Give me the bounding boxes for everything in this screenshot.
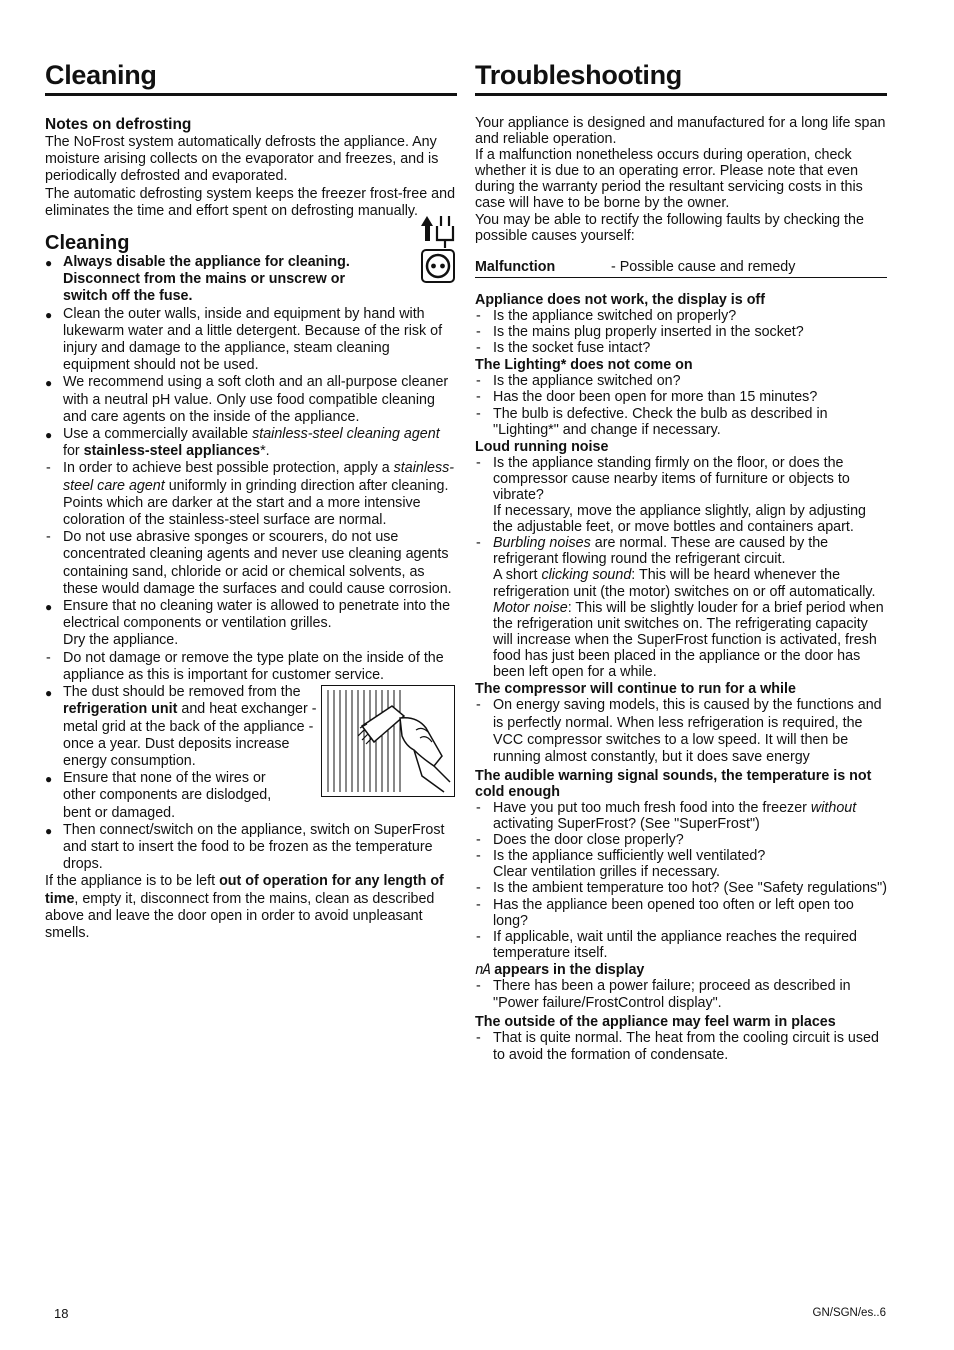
troubleshooting-title: Troubleshooting (475, 60, 887, 96)
defrost-heading: Notes on defrosting (45, 116, 192, 133)
out-of-operation-text: If the appliance is to be left out of operation for any length of time, empty it, disconnect from the mains, clean as described above and leave the door open in order to avoid unpleasant smells. (45, 873, 444, 941)
left-column (45, 60, 457, 942)
bullet-steel-agent: ● Use a commercially available stainless-steel cleaning agent for stainless-steel appliances*. (45, 426, 457, 460)
section-warning-signal: The audible warning signal sounds, the temperature is not cold enough - Have you put too much fresh food into the freezer without activating SuperFrost? (See "SuperFrost") - Does the door close properly? - Is the appliance sufficiently well ventilated? Clear ventilation grilles if necessary. - Is the ambient temperature too hot? (See "Safety regulations") - Has the appliance been opened too often or left open too long? - If applicable, wait until the appliance reaches the required temperature itself. (475, 768, 887, 961)
page-number: 18 (54, 1306, 69, 1321)
defrost-p1: The NoFrost system automatically defrosts the appliance. Any moisture arising collects on the evaporator and freezes, and is periodically defrosted and evaporated. (45, 134, 439, 185)
intro-3: You may be able to rectify the following faults by checking the possible causes yourself: (475, 211, 864, 244)
brush-illustration-icon (321, 685, 455, 797)
defrost-p2: The automatic defrosting system keeps the freezer frost-free and eliminates the time and effort spent on defrosting manually. (45, 185, 456, 219)
cleaning-title: Cleaning (45, 60, 457, 96)
right-column (475, 60, 887, 1065)
section-no-work: Appliance does not work, the display is off - Is the appliance switched on properly? - Is the mains plug properly inserted in the socket? - Is the socket fuse intact? (475, 292, 887, 356)
socket-icon (421, 249, 455, 283)
dash-abrasive: - Do not use abrasive sponges or scourers, do not use concentrated cleaning agents and never use cleaning agents containing sand, chloride or acid or chemical solvents, as these would damage the surfaces and could cause corrosion. (45, 529, 457, 598)
malfunction-label: Malfunction (475, 258, 556, 275)
section-na-display: nA appears in the display - There has been a power failure; proceed as described in "Power failure/FrostControl display". (475, 962, 887, 1013)
section-warm-outside: The outside of the appliance may feel warm in places - That is quite normal. The heat from the cooling circuit is used to avoid the formation of condensate. (475, 1014, 887, 1065)
bullet-connect: ● Then connect/switch on the appliance, switch on SuperFrost and start to insert the food to be frozen as the temperature drops. (45, 822, 457, 874)
intro-2: If a malfunction nonetheless occurs during operation, check whether it is due to an operating error. Please note that even during the warranty period the resultant servicing costs in this case will have to be borne by the owner. (475, 147, 863, 212)
doc-code: GN/SGN/es..6 (812, 1307, 886, 1319)
malfunction-header-row (475, 257, 887, 278)
intro-1: Your appliance is designed and manufactured for a long life span and reliable operation. (475, 115, 886, 148)
dust-block (45, 684, 457, 822)
cleaning-subheading: Cleaning (45, 232, 130, 255)
dash-type-plate: - Do not damage or remove the type plate on the inside of the appliance as this is important for customer service. (45, 650, 457, 684)
bullet-cleaning-water: ● Ensure that no cleaning water is allowed to penetrate into the electrical components or ventilation grilles. Dry the appliance. (45, 598, 457, 650)
bullet-clean-walls: ● Clean the outer walls, inside and equipment by hand with lukewarm water and a little detergent. Because of the risk of injury and damage to the appliance, steam cleaning equipment should not be used. (45, 306, 457, 375)
dash-protection: - In order to achieve best possible protection, apply a stainless-steel care agent uniformly in grinding direction after cleaning. Points which are darker at the start and a more intensive coloration of the stainless-steel surface are normal. (45, 460, 457, 529)
bullet-disable: ● Always disable the appliance for cleaning. Disconnect from the mains or unscrew or switch off the fuse. (45, 254, 373, 306)
section-compressor: The compressor will continue to run for a while - On energy saving models, this is caused by the functions and is perfectly normal. When less refrigeration is required, the VCC compressor switches to a low speed. It will then be running almost constantly, but it does save energy (475, 681, 887, 767)
section-lighting: The Lighting* does not come on - Is the appliance switched on? - Has the door been open for more than 15 minutes? - The bulb is defective. Check the bulb as described in "Lighting*" and change if necessary. (475, 357, 887, 437)
cause-label: - Possible cause and remedy (611, 258, 796, 275)
bullet-soft-cloth: ● We recommend using a soft cloth and an all-purpose cleaner with a neutral pH value. Only use food compatible cleaning and care agents on the inside of the appliance. (45, 374, 457, 426)
na-code: nA (475, 961, 491, 978)
section-loud-noise: Loud running noise - Is the appliance standing firmly on the floor, or does the compressor cause nearby items of furniture or objects to vibrate? If necessary, move the appliance slightly, align by adjusting the adjustable feet, or move bottles and containers apart. - Burbling noises are normal. These are caused by the refrigerant flowing round the refrigerant circuit. A short clicking sound: This will be heard whenever the refrigeration unit (the motor) switches on or off automatically. Motor noise: This will be slightly louder for a brief period when the refrigeration unit switches on. The refrigerating capacity will increase when the SuperFrost function is activated, fresh food has just been placed in the appliance or the door has been left open for a while. (475, 439, 887, 680)
bullet-dust: ● The dust should be removed from the refrigeration unit and heat exchanger - metal grid at the back of the appliance - once a year. Dust deposits increase energy consumption. (45, 684, 317, 770)
cleaning-section (45, 232, 457, 942)
bullet-wires: ● Ensure that none of the wires or other components are dislodged, bent or damaged. (45, 770, 293, 822)
